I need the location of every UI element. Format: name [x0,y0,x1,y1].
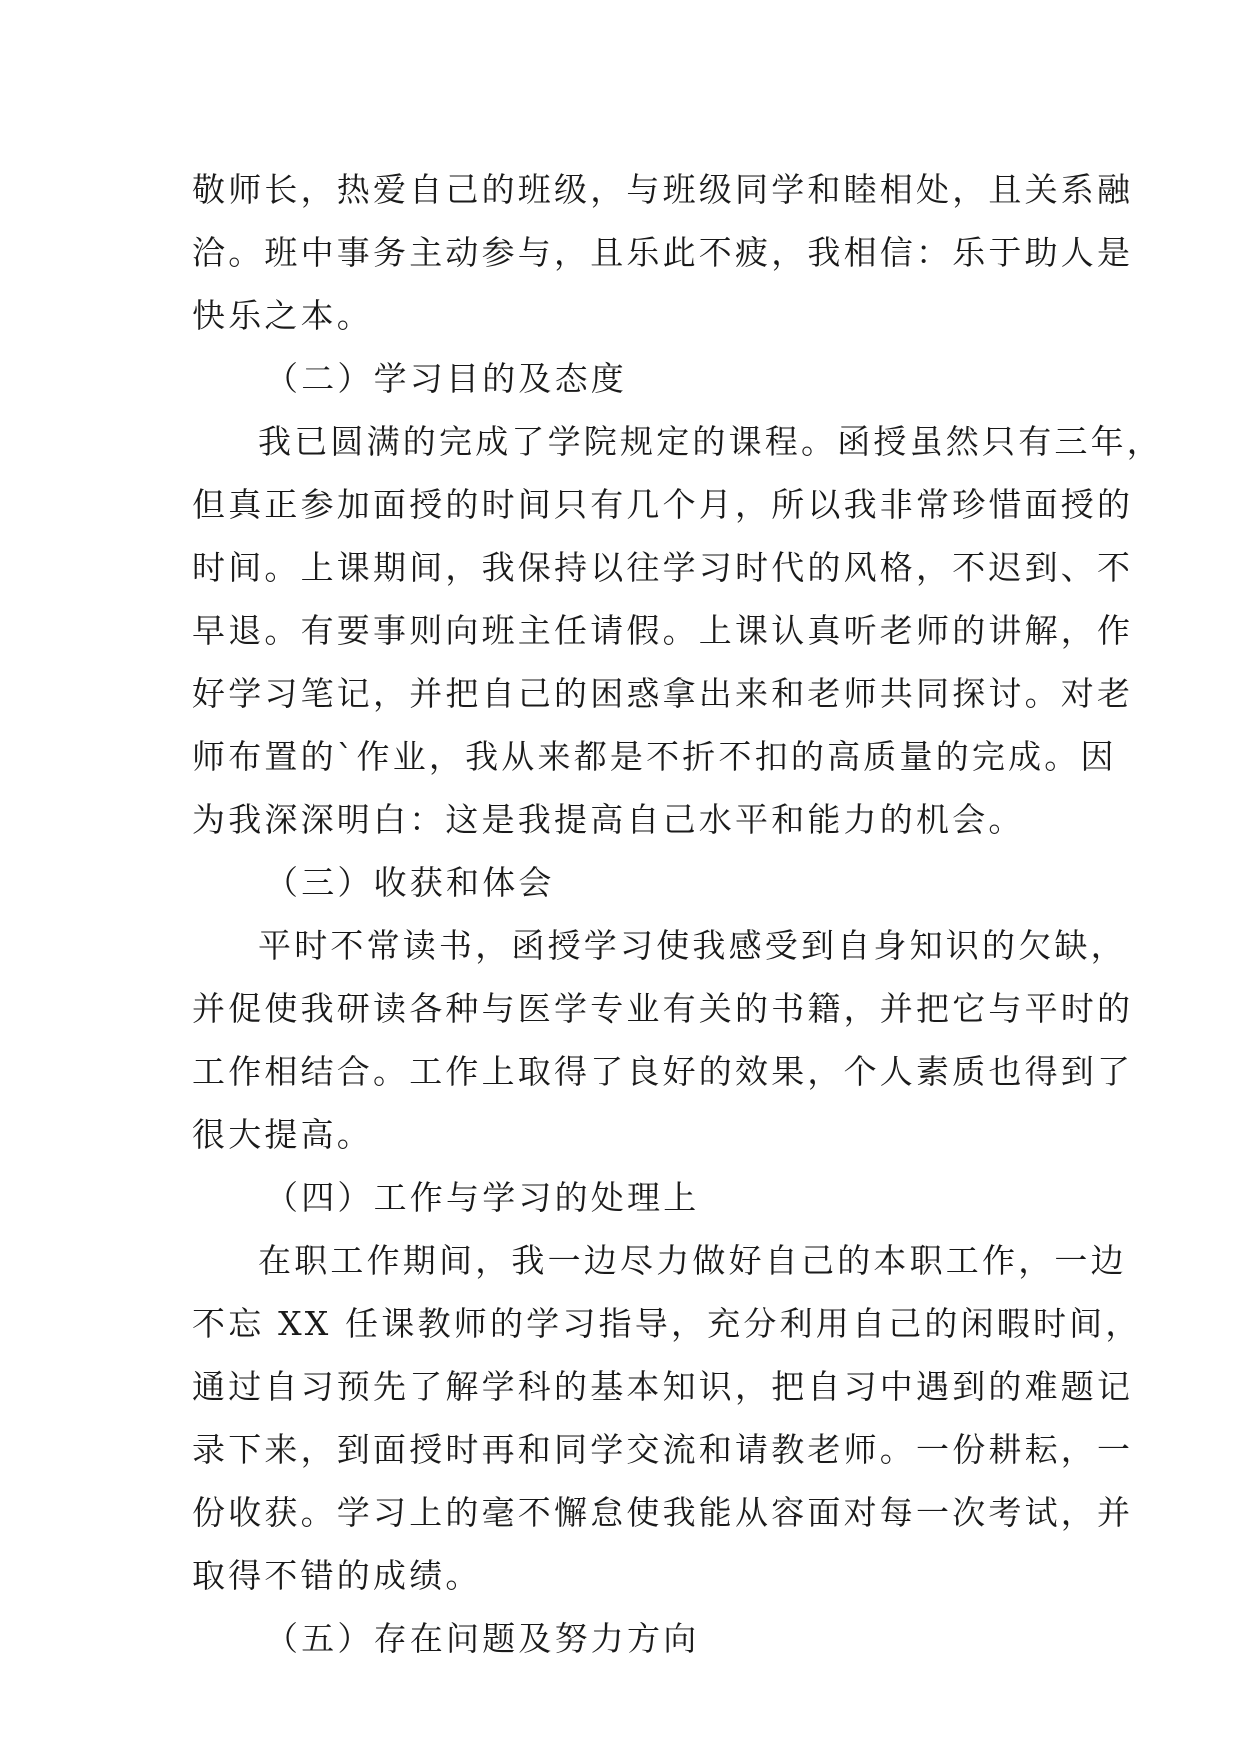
paragraph-first-line: 我已圆满的完成了学院规定的课程。函授虽然只有三年， [258,422,1163,461]
text-line: 取得不错的成绩。 [192,1556,482,1595]
text-line: 很大提高。 [192,1115,373,1154]
text-line: 并促使我研读各种与医学专业有关的书籍，并把它与平时的 [192,989,1134,1028]
text-line: 为我深深明白：这是我提高自己水平和能力的机会。 [192,800,1025,839]
document-body [192,158,1163,1670]
text-line: 但真正参加面授的时间只有几个月，所以我非常珍惜面授的 [192,485,1134,524]
text-line: 师布置的`作业，我从来都是不折不扣的高质量的完成。因 [192,737,1117,776]
text-line: 不忘 XX 任课教师的学习指导，充分利用自己的闲暇时间， [192,1304,1142,1343]
section-heading: （三）收获和体会 [265,863,555,902]
text-line: 早退。有要事则向班主任请假。上课认真听老师的讲解，作 [192,611,1134,650]
section-heading: （四）工作与学习的处理上 [265,1178,700,1217]
paragraph-first-line: 在职工作期间，我一边尽力做好自己的本职工作，一边 [258,1241,1127,1280]
text-line: 录下来，到面授时再和同学交流和请教老师。一份耕耘，一 [192,1430,1134,1469]
text-line: 份收获。学习上的毫不懈怠使我能从容面对每一次考试，并 [192,1493,1134,1532]
text-line: 洽。班中事务主动参与，且乐此不疲，我相信：乐于助人是 [192,233,1134,272]
text-line: 时间。上课期间，我保持以往学习时代的风格，不迟到、不 [192,548,1134,587]
text-line: 快乐之本。 [192,296,373,335]
text-line: 通过自习预先了解学科的基本知识，把自习中遇到的难题记 [192,1367,1134,1406]
section-heading: （二）学习目的及态度 [265,359,627,398]
text-line: 好学习笔记，并把自己的困惑拿出来和老师共同探讨。对老 [192,674,1134,713]
text-line: 敬师长，热爱自己的班级，与班级同学和睦相处，且关系融 [192,170,1134,209]
text-line: 工作相结合。工作上取得了良好的效果，个人素质也得到了 [192,1052,1134,1091]
section-heading: （五）存在问题及努力方向 [265,1619,700,1658]
paragraph-first-line: 平时不常读书，函授学习使我感受到自身知识的欠缺， [258,926,1127,965]
